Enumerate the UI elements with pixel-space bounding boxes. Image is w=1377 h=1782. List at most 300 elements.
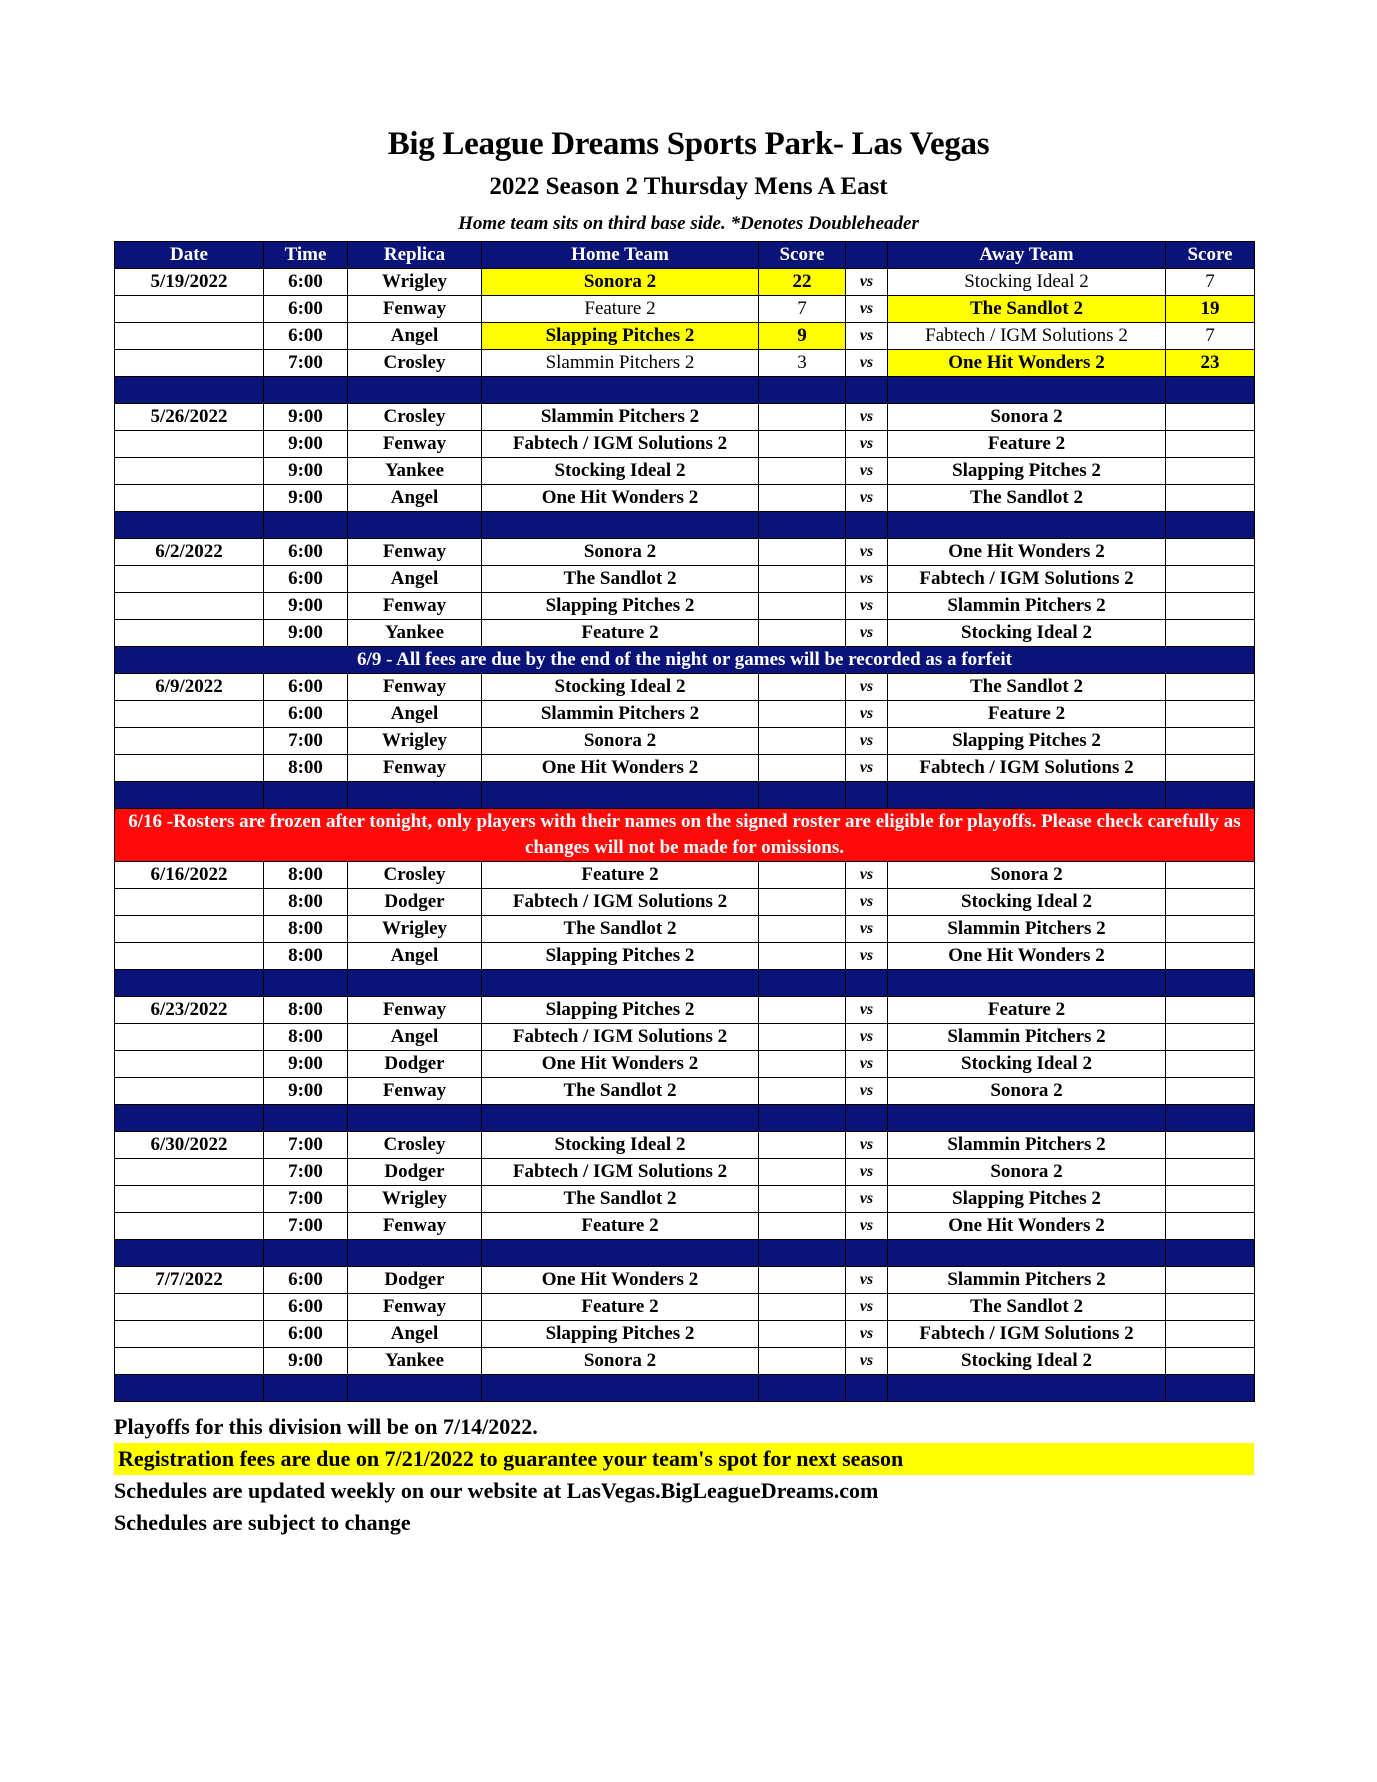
home-team-cell: The Sandlot 2 (482, 1186, 759, 1213)
away-score-cell (1166, 1267, 1255, 1294)
time-cell: 8:00 (264, 755, 348, 782)
separator-cell (348, 970, 482, 997)
home-score-cell (759, 1186, 846, 1213)
home-score-cell (759, 593, 846, 620)
col-header-home-team: Home Team (482, 242, 759, 269)
game-row (115, 1348, 1255, 1375)
game-row (115, 1213, 1255, 1240)
home-score-cell (759, 485, 846, 512)
time-cell: 6:00 (264, 269, 348, 296)
separator-cell (1166, 970, 1255, 997)
replica-cell: Yankee (348, 620, 482, 647)
separator-cell (348, 782, 482, 809)
away-score-cell: 7 (1166, 323, 1255, 350)
date-cell (115, 889, 264, 916)
separator-cell (115, 1240, 264, 1267)
date-cell (115, 485, 264, 512)
replica-cell: Wrigley (348, 728, 482, 755)
home-team-cell: One Hit Wonders 2 (482, 755, 759, 782)
time-cell: 6:00 (264, 539, 348, 566)
vs-label: vs (846, 916, 888, 943)
time-cell: 7:00 (264, 1186, 348, 1213)
replica-cell: Crosley (348, 350, 482, 377)
separator-cell (888, 1375, 1166, 1402)
separator-cell (759, 377, 846, 404)
col-header-away-team: Away Team (888, 242, 1166, 269)
date-cell (115, 593, 264, 620)
replica-cell: Wrigley (348, 1186, 482, 1213)
col-header-home-score: Score (759, 242, 846, 269)
separator-cell (846, 512, 888, 539)
vs-label: vs (846, 1267, 888, 1294)
home-team-cell: Sonora 2 (482, 539, 759, 566)
home-team-cell: The Sandlot 2 (482, 916, 759, 943)
home-team-cell: Fabtech / IGM Solutions 2 (482, 1024, 759, 1051)
home-team-cell: One Hit Wonders 2 (482, 485, 759, 512)
game-row (115, 296, 1255, 323)
vs-label: vs (846, 728, 888, 755)
away-team-cell: Sonora 2 (888, 1159, 1166, 1186)
home-score-cell (759, 755, 846, 782)
home-team-cell: Fabtech / IGM Solutions 2 (482, 1159, 759, 1186)
game-row (115, 862, 1255, 889)
replica-cell: Yankee (348, 1348, 482, 1375)
away-team-cell: One Hit Wonders 2 (888, 539, 1166, 566)
replica-cell: Angel (348, 485, 482, 512)
away-team-cell: Fabtech / IGM Solutions 2 (888, 323, 1166, 350)
away-score-cell (1166, 862, 1255, 889)
separator-cell (115, 782, 264, 809)
replica-cell: Angel (348, 1321, 482, 1348)
home-score-cell (759, 701, 846, 728)
vs-label: vs (846, 404, 888, 431)
away-team-cell: Stocking Ideal 2 (888, 889, 1166, 916)
home-team-cell: Sonora 2 (482, 1348, 759, 1375)
away-score-cell (1166, 1051, 1255, 1078)
game-row (115, 593, 1255, 620)
replica-cell: Fenway (348, 674, 482, 701)
separator-cell (482, 970, 759, 997)
time-cell: 9:00 (264, 593, 348, 620)
separator-row (115, 970, 1255, 997)
home-score-cell (759, 1159, 846, 1186)
away-team-cell: Sonora 2 (888, 862, 1166, 889)
away-team-cell: The Sandlot 2 (888, 1294, 1166, 1321)
home-team-cell: Slapping Pitches 2 (482, 323, 759, 350)
col-header-away-score: Score (1166, 242, 1255, 269)
away-score-cell (1166, 593, 1255, 620)
home-score-cell (759, 728, 846, 755)
vs-label: vs (846, 1321, 888, 1348)
separator-cell (115, 970, 264, 997)
time-cell: 6:00 (264, 323, 348, 350)
vs-label: vs (846, 862, 888, 889)
away-score-cell (1166, 1159, 1255, 1186)
date-cell (115, 350, 264, 377)
roster-notice-row (115, 809, 1255, 862)
game-row (115, 1024, 1255, 1051)
separator-cell (1166, 512, 1255, 539)
separator-cell (846, 1105, 888, 1132)
home-score-cell (759, 674, 846, 701)
away-team-cell: Slammin Pitchers 2 (888, 1132, 1166, 1159)
replica-cell: Yankee (348, 458, 482, 485)
away-team-cell: Slammin Pitchers 2 (888, 593, 1166, 620)
home-score-cell (759, 1213, 846, 1240)
vs-label: vs (846, 1132, 888, 1159)
separator-cell (888, 1240, 1166, 1267)
separator-row (115, 512, 1255, 539)
replica-cell: Angel (348, 701, 482, 728)
away-score-cell (1166, 1294, 1255, 1321)
date-cell: 6/30/2022 (115, 1132, 264, 1159)
time-cell: 6:00 (264, 701, 348, 728)
away-team-cell: Fabtech / IGM Solutions 2 (888, 1321, 1166, 1348)
away-score-cell: 23 (1166, 350, 1255, 377)
schedule-body (115, 269, 1255, 1402)
home-team-cell: The Sandlot 2 (482, 1078, 759, 1105)
replica-cell: Fenway (348, 1078, 482, 1105)
away-team-cell: Slapping Pitches 2 (888, 1186, 1166, 1213)
separator-cell (846, 1240, 888, 1267)
game-row (115, 539, 1255, 566)
separator-cell (759, 512, 846, 539)
separator-cell (115, 377, 264, 404)
away-score-cell (1166, 916, 1255, 943)
website-note: Schedules are updated weekly on our website at LasVegas.BigLeagueDreams.com (114, 1478, 879, 1503)
game-row (115, 485, 1255, 512)
replica-cell: Fenway (348, 1213, 482, 1240)
vs-label: vs (846, 269, 888, 296)
home-score-cell (759, 889, 846, 916)
home-team-cell: One Hit Wonders 2 (482, 1051, 759, 1078)
replica-cell: Crosley (348, 404, 482, 431)
home-score-cell (759, 916, 846, 943)
away-team-cell: Slammin Pitchers 2 (888, 1024, 1166, 1051)
home-team-cell: Slapping Pitches 2 (482, 593, 759, 620)
date-cell (115, 916, 264, 943)
replica-cell: Angel (348, 566, 482, 593)
time-cell: 8:00 (264, 916, 348, 943)
date-cell (115, 701, 264, 728)
playoffs-note: Playoffs for this division will be on 7/14/2022. (114, 1414, 538, 1439)
home-team-cell: Feature 2 (482, 1213, 759, 1240)
time-cell: 8:00 (264, 1024, 348, 1051)
date-cell (115, 458, 264, 485)
time-cell: 9:00 (264, 1078, 348, 1105)
date-cell (115, 1294, 264, 1321)
vs-label: vs (846, 566, 888, 593)
separator-cell (1166, 1240, 1255, 1267)
page-title: Big League Dreams Sports Park- Las Vegas (387, 126, 990, 162)
game-row (115, 350, 1255, 377)
separator-row (115, 1240, 1255, 1267)
away-team-cell: Sonora 2 (888, 404, 1166, 431)
home-score-cell (759, 404, 846, 431)
date-cell (115, 1213, 264, 1240)
col-header-date: Date (115, 242, 264, 269)
date-cell (115, 728, 264, 755)
away-score-cell (1166, 1348, 1255, 1375)
separator-cell (115, 1375, 264, 1402)
separator-cell (264, 377, 348, 404)
home-score-cell (759, 620, 846, 647)
separator-cell (846, 377, 888, 404)
separator-cell (115, 512, 264, 539)
home-team-cell: Slapping Pitches 2 (482, 943, 759, 970)
game-row (115, 997, 1255, 1024)
time-cell: 9:00 (264, 404, 348, 431)
schedule-table (114, 241, 1255, 1402)
away-team-cell: Fabtech / IGM Solutions 2 (888, 755, 1166, 782)
away-team-cell: Slammin Pitchers 2 (888, 916, 1166, 943)
home-team-cell: Sonora 2 (482, 728, 759, 755)
away-score-cell (1166, 997, 1255, 1024)
separator-cell (888, 782, 1166, 809)
separator-cell (482, 1240, 759, 1267)
time-cell: 8:00 (264, 862, 348, 889)
vs-label: vs (846, 674, 888, 701)
home-score-cell (759, 997, 846, 1024)
home-team-cell: Fabtech / IGM Solutions 2 (482, 889, 759, 916)
away-score-cell (1166, 566, 1255, 593)
time-cell: 7:00 (264, 350, 348, 377)
game-row (115, 1321, 1255, 1348)
date-cell: 5/26/2022 (115, 404, 264, 431)
home-score-cell (759, 1267, 846, 1294)
time-cell: 6:00 (264, 296, 348, 323)
game-row (115, 620, 1255, 647)
separator-cell (348, 1375, 482, 1402)
game-row (115, 1159, 1255, 1186)
replica-cell: Crosley (348, 1132, 482, 1159)
date-cell: 7/7/2022 (115, 1267, 264, 1294)
vs-label: vs (846, 431, 888, 458)
separator-row (115, 782, 1255, 809)
date-cell (115, 431, 264, 458)
home-team-cell: Slammin Pitchers 2 (482, 404, 759, 431)
home-team-cell: Feature 2 (482, 620, 759, 647)
separator-cell (482, 1105, 759, 1132)
vs-label: vs (846, 1051, 888, 1078)
date-cell (115, 323, 264, 350)
away-team-cell: One Hit Wonders 2 (888, 943, 1166, 970)
replica-cell: Fenway (348, 539, 482, 566)
home-score-cell (759, 458, 846, 485)
separator-cell (348, 1105, 482, 1132)
away-score-cell: 7 (1166, 269, 1255, 296)
game-row (115, 1078, 1255, 1105)
home-score-cell (759, 1348, 846, 1375)
date-cell: 6/23/2022 (115, 997, 264, 1024)
date-cell (115, 566, 264, 593)
separator-cell (759, 1240, 846, 1267)
home-team-cell: Stocking Ideal 2 (482, 458, 759, 485)
replica-cell: Dodger (348, 1267, 482, 1294)
time-cell: 8:00 (264, 943, 348, 970)
away-team-cell: One Hit Wonders 2 (888, 350, 1166, 377)
home-score-cell (759, 943, 846, 970)
home-team-cell: Stocking Ideal 2 (482, 1132, 759, 1159)
vs-label: vs (846, 323, 888, 350)
vs-label: vs (846, 620, 888, 647)
home-team-cell: Slammin Pitchers 2 (482, 350, 759, 377)
replica-cell: Angel (348, 323, 482, 350)
away-score-cell (1166, 1078, 1255, 1105)
separator-cell (348, 512, 482, 539)
away-team-cell: Stocking Ideal 2 (888, 620, 1166, 647)
away-team-cell: Fabtech / IGM Solutions 2 (888, 566, 1166, 593)
away-score-cell (1166, 1321, 1255, 1348)
separator-cell (846, 970, 888, 997)
away-score-cell: 19 (1166, 296, 1255, 323)
separator-cell (264, 782, 348, 809)
game-row (115, 1267, 1255, 1294)
separator-cell (888, 970, 1166, 997)
separator-cell (846, 1375, 888, 1402)
game-row (115, 458, 1255, 485)
away-team-cell: Slapping Pitches 2 (888, 458, 1166, 485)
replica-cell: Fenway (348, 997, 482, 1024)
away-score-cell (1166, 539, 1255, 566)
replica-cell: Dodger (348, 889, 482, 916)
home-score-cell (759, 1321, 846, 1348)
game-row (115, 889, 1255, 916)
away-team-cell: The Sandlot 2 (888, 296, 1166, 323)
away-score-cell (1166, 404, 1255, 431)
separator-row (115, 377, 1255, 404)
away-team-cell: The Sandlot 2 (888, 485, 1166, 512)
away-score-cell (1166, 1213, 1255, 1240)
game-row (115, 728, 1255, 755)
time-cell: 9:00 (264, 1051, 348, 1078)
vs-label: vs (846, 485, 888, 512)
game-row (115, 566, 1255, 593)
vs-label: vs (846, 350, 888, 377)
away-score-cell (1166, 431, 1255, 458)
replica-cell: Wrigley (348, 916, 482, 943)
replica-cell: Angel (348, 1024, 482, 1051)
registration-note: Registration fees are due on 7/21/2022 to guarantee your team's spot for next season (114, 1443, 1254, 1475)
subject-note: Schedules are subject to change (114, 1510, 411, 1535)
home-score-cell: 22 (759, 269, 846, 296)
vs-label: vs (846, 1186, 888, 1213)
home-team-cell: Slammin Pitchers 2 (482, 701, 759, 728)
away-score-cell (1166, 943, 1255, 970)
away-team-cell: Feature 2 (888, 431, 1166, 458)
col-header-time: Time (264, 242, 348, 269)
col-header-replica: Replica (348, 242, 482, 269)
game-row (115, 701, 1255, 728)
separator-cell (348, 1240, 482, 1267)
game-row (115, 916, 1255, 943)
separator-cell (115, 1105, 264, 1132)
game-row (115, 1132, 1255, 1159)
separator-cell (1166, 1375, 1255, 1402)
replica-cell: Wrigley (348, 269, 482, 296)
date-cell (115, 296, 264, 323)
away-team-cell: Sonora 2 (888, 1078, 1166, 1105)
away-team-cell: One Hit Wonders 2 (888, 1213, 1166, 1240)
vs-label: vs (846, 889, 888, 916)
separator-cell (264, 1375, 348, 1402)
away-score-cell (1166, 1024, 1255, 1051)
away-team-cell: Stocking Ideal 2 (888, 269, 1166, 296)
home-score-cell: 9 (759, 323, 846, 350)
time-cell: 8:00 (264, 997, 348, 1024)
replica-cell: Fenway (348, 1294, 482, 1321)
home-score-cell (759, 1294, 846, 1321)
vs-label: vs (846, 593, 888, 620)
vs-label: vs (846, 943, 888, 970)
separator-cell (264, 970, 348, 997)
vs-label: vs (846, 1213, 888, 1240)
vs-label: vs (846, 539, 888, 566)
date-cell (115, 755, 264, 782)
home-team-cell: Slapping Pitches 2 (482, 997, 759, 1024)
game-row (115, 1186, 1255, 1213)
away-team-cell: Stocking Ideal 2 (888, 1051, 1166, 1078)
replica-cell: Fenway (348, 593, 482, 620)
fees-notice: 6/9 - All fees are due by the end of the night or games will be recorded as a forfeit (115, 647, 1255, 674)
separator-cell (759, 1105, 846, 1132)
time-cell: 9:00 (264, 431, 348, 458)
game-row (115, 431, 1255, 458)
replica-cell: Fenway (348, 755, 482, 782)
date-cell (115, 943, 264, 970)
separator-cell (482, 782, 759, 809)
game-row (115, 943, 1255, 970)
vs-label: vs (846, 1348, 888, 1375)
date-cell: 6/9/2022 (115, 674, 264, 701)
time-cell: 6:00 (264, 566, 348, 593)
vs-label: vs (846, 1294, 888, 1321)
separator-cell (348, 377, 482, 404)
separator-cell (264, 512, 348, 539)
game-row (115, 755, 1255, 782)
header-note: Home team sits on third base side. *Denotes Doubleheader (458, 213, 919, 234)
game-row (115, 269, 1255, 296)
home-score-cell (759, 566, 846, 593)
separator-cell (888, 377, 1166, 404)
home-team-cell: Stocking Ideal 2 (482, 674, 759, 701)
time-cell: 9:00 (264, 485, 348, 512)
home-team-cell: Slapping Pitches 2 (482, 1321, 759, 1348)
date-cell (115, 620, 264, 647)
fees-notice-row (115, 647, 1255, 674)
game-row (115, 1051, 1255, 1078)
date-cell (115, 1024, 264, 1051)
away-team-cell: Feature 2 (888, 701, 1166, 728)
separator-cell (846, 782, 888, 809)
time-cell: 8:00 (264, 889, 348, 916)
away-team-cell: Feature 2 (888, 997, 1166, 1024)
away-score-cell (1166, 485, 1255, 512)
home-score-cell (759, 1051, 846, 1078)
date-cell (115, 1348, 264, 1375)
home-team-cell: Sonora 2 (482, 269, 759, 296)
away-score-cell (1166, 674, 1255, 701)
home-score-cell (759, 862, 846, 889)
time-cell: 6:00 (264, 1321, 348, 1348)
time-cell: 6:00 (264, 1267, 348, 1294)
home-score-cell (759, 1132, 846, 1159)
date-cell (115, 1186, 264, 1213)
separator-cell (1166, 377, 1255, 404)
separator-cell (759, 1375, 846, 1402)
time-cell: 7:00 (264, 728, 348, 755)
vs-label: vs (846, 997, 888, 1024)
